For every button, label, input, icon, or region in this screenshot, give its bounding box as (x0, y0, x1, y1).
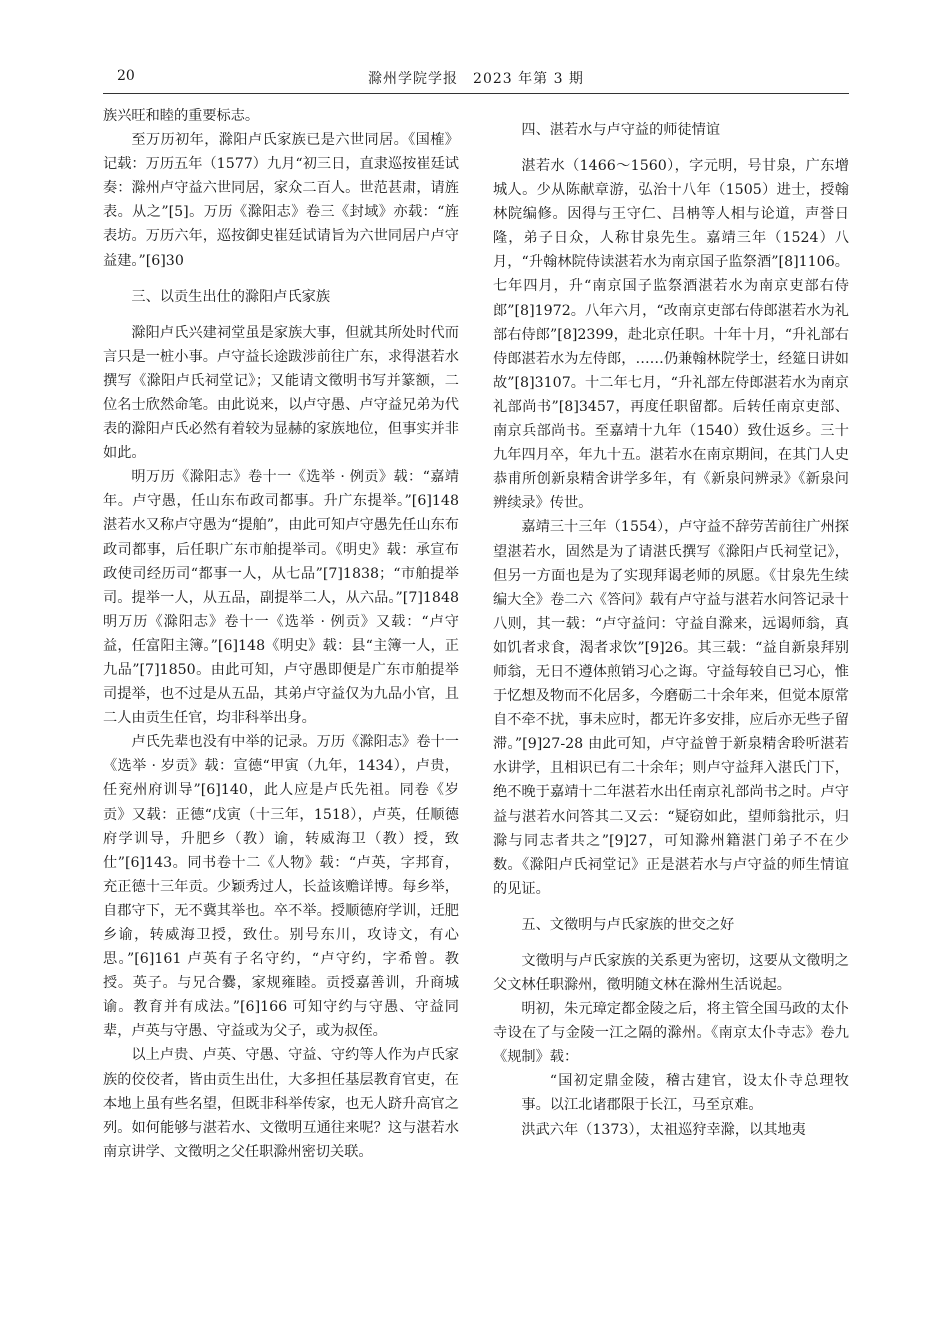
right-column (493, 104, 849, 1142)
header-divider (103, 93, 849, 94)
section-heading: 四、湛若水与卢守益的师徒情谊 (521, 122, 721, 138)
block-quote-continued: 洪武六年（1373），太祖巡狩幸滁，以其地夷 (521, 1121, 806, 1138)
block-quote: “国初定鼎金陵，稽古建官，设太仆寺总理牧事。以江北诸郡限于长江，马至京难。 (521, 1073, 849, 1114)
paragraph: 明初，朱元璋定都金陵之后，将主管全国马政的太仆寺设在了与金陵一江之隔的滁州。《南京太仆寺志》卷九《规制》载： (493, 1001, 849, 1066)
paragraph: 至万历初年，滁阳卢氏家族已是六世同居。《国榷》记载：万历五年（1577）九月“初三日，直隶巡按崔廷试奏：滁州卢守益六世同居，家众二百人。世范甚肃，请旌表。从之”[5]。万历《滁阳志》卷三《封域》亦载：“旌表坊。万历六年，巡按御史崔廷试请旨为六世同居户卢守益建。”[6]30 (103, 132, 459, 269)
paragraph: 滁阳卢氏兴建祠堂虽是家族大事，但就其所处时代而言只是一桩小事。卢守益长途跋涉前往广东，求得湛若水撰写《滁阳卢氏祠堂记》；又能请文徵明书写并篆额，二位名士欣然命笔。由此说来，以卢守愚、卢守益兄弟为代表的滁阳卢氏必然有着较为显赫的家族地位，但事实并非如此。 (103, 324, 459, 462)
left-column (103, 104, 459, 1164)
paragraph: 嘉靖三十三年（1554），卢守益不辞劳苦前往广州探望湛若水，固然是为了请湛氏撰写《滁阳卢氏祠堂记》，但另一方面也是为了实现拜谒老师的夙愿。《甘泉先生续编大全》卷二六《答问》载有卢守益与湛若水问答记录十八则，其一载：“卢守益问：守益自滁来，远谒师翁，真如饥者求食，渴者求饮”[9]26。其三载：“益自新泉拜别师翁，无日不遵体煎销习心之诲。守益每较自已习心，惟于忆想及物而不化居多，今磨砺二十余年来，但觉本原常自不牵不扰，事未应时，都无许多安排，应后亦无些子留滞。”[9]27-28 由此可知，卢守益曾于新泉精舍聆听湛若水讲学，且相识已有二十余年；则卢守益拜入湛氏门下，绝不晚于嘉靖十二年湛若水出任南京礼部尚书之时。卢守益与湛若水问答其二又云：“疑窃如此，望师翁批示，归滁与同志者共之”[9]27，可知滁州籍湛门弟子不在少数。《滁阳卢氏祠堂记》正是湛若水与卢守益的师生情谊的见证。 (493, 519, 849, 897)
page-header (103, 66, 849, 90)
paragraph: 湛若水（1466～1560），字元明，号甘泉，广东增城人。少从陈献章游，弘治十八年（1505）进士，授翰林院编修。因得与王守仁、吕柟等人相与论道，声誉日隆，弟子日众，人称甘泉先生。嘉靖三年（1524）八月，“升翰林院侍读湛若水为南京国子监祭酒”[8]1106。七年四月，升“南京国子监祭酒湛若水为南京吏部右侍郎”[8]1972。八年六月，“改南京吏部右侍郎湛若水为礼部右侍郎”[8]2399，赴北京任职。十年十月，“升礼部右侍郎湛若水为左侍郎，……仍兼翰林院学士，经筵日讲如故”[8]3107。十二年七月，“升礼部左侍郎湛若水为南京礼部尚书”[8]3457，再度任职留都。后转任南京吏部、南京兵部尚书。至嘉靖十九年（1540）致仕返乡。三十九年四月卒，年九十五。湛若水在南京期间，在其门人史恭甫所创新泉精舍讲学多年，有《新泉问辨录》《新泉问辨续录》传世。 (493, 158, 849, 512)
section-heading: 三、以贡生出仕的滁阳卢氏家族 (131, 288, 331, 305)
paragraph: 明万历《滁阳志》卷十一《选举 · 例贡》载：“嘉靖年。卢守愚，任山东布政司都事。升广东提举。”[6]148 湛若水又称卢守愚为“提舶”，由此可知卢守愚先任山东布政司都事，后任职广东市舶提举司。《明史》载：承宣布政使司经历司“都事一人，从七品”[7]1838；“市舶提举司。提举一人，从五品，副提举二人，从六品。”[7]1848 明万历《滁阳志》卷十一《选举 · 例贡》又载：“卢守益，任富阳主簿。”[6]148《明史》载：县“主簿一人，正九品”[7]1850。由此可知，卢守愚即便是广东市舶提举司提举，也不过是从五品，其弟卢守益仅为九品小官，且二人由贡生任官，均非科举出身。 (103, 469, 459, 727)
paragraph: 文徵明与卢氏家族的关系更为密切，这要从文徵明之父文林任职滁州，徵明随文林在滁州生活说起。 (493, 952, 849, 993)
page-number: 20 (117, 68, 135, 84)
paragraph: 族兴旺和睦的重要标志。 (103, 108, 260, 124)
paragraph: 以上卢贵、卢英、守愚、守益、守约等人作为卢氏家族的佼佼者，皆由贡生出仕，大多担任基层教育官吏，在本地上虽有些名望，但既非科举传家，也无人跻升高官之列。如何能够与湛若水、文徵明互通往来呢？这与湛若水南京讲学、文徵明之父任职滁州密切关联。 (103, 1047, 459, 1160)
section-heading: 五、文徵明与卢氏家族的世交之好 (521, 916, 735, 933)
paragraph: 卢氏先辈也没有中举的记录。万历《滁阳志》卷十一《选举 · 岁贡》载：宣德“甲寅（九年，1434），卢贵，任兖州府训导”[6]140，此人应是卢氏先祖。同卷《岁贡》又载：正德“戊寅（十三年，1518），卢英，任顺德府学训导，升肥乡（教）谕，转威海卫（教）授，致仕”[6]143。同书卷十二《人物》载：“卢英，字邦育，充正德十三年贡。少颖秀过人，长益该赡详博。每乡举，自郡守下，无不冀其举也。卒不举。授顺德府学训，迁肥乡谕，转威海卫授，致仕。别号东川，攻诗文，有心思。”[6]161 卢英有子名守约，“卢守约，字希曾。教授。英子。与兄合爨，家规雍睦。贡授嘉善训，升商城谕。教育并有成法。”[6]166 可知守约与守愚、守益同辈，卢英与守愚、守益或为父子，或为叔侄。 (103, 734, 459, 1040)
journal-title: 滁州学院学报 2023 年第 3 期 (368, 71, 584, 87)
